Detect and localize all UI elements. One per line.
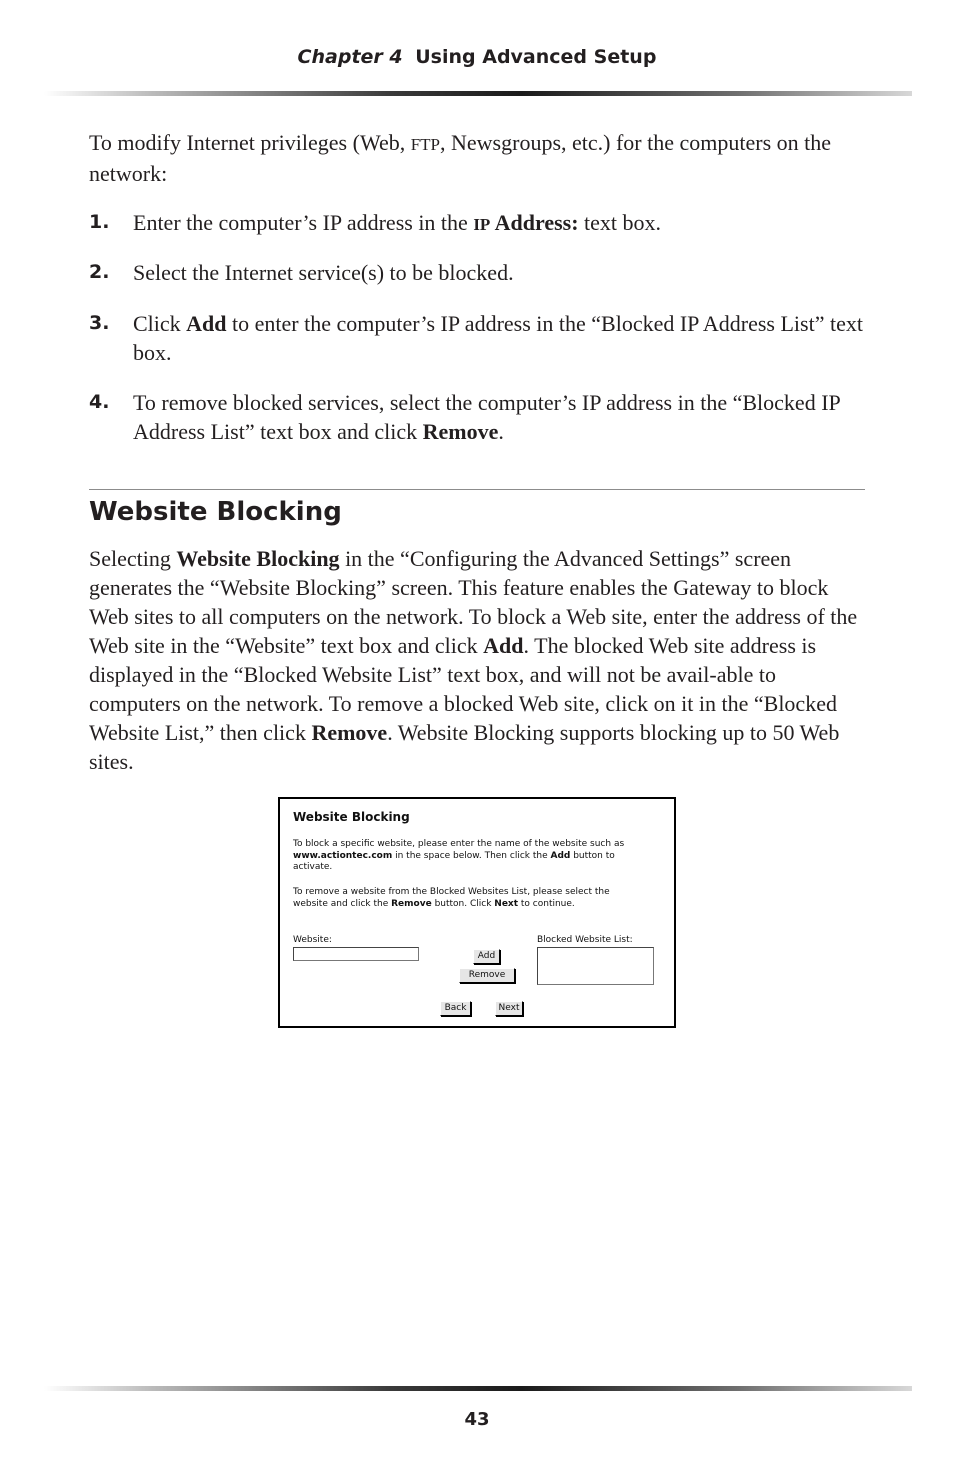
para-bold: Website Blocking <box>176 546 340 571</box>
para-text: . Website Blocking supports blocking up to 50 Web sites. <box>89 720 840 774</box>
step-text-part: To remove blocked services, select the computer’s IP address in the “Blocked IP Address List” text box and click <box>133 390 840 444</box>
section-paragraph <box>89 544 864 776</box>
figure-bold: Add <box>550 851 571 861</box>
page-number: 43 <box>464 1409 490 1430</box>
step-text-part: to enter the computer’s IP address in the “Blocked IP Address List” text box. <box>133 311 863 365</box>
step-bold-term: Address: <box>490 210 579 235</box>
header-rule <box>44 91 912 96</box>
figure-bold: Next <box>494 899 519 909</box>
website-blocking-screenshot <box>278 797 676 1028</box>
para-text: Selecting <box>89 546 177 571</box>
para-bold: Add <box>483 633 524 658</box>
figure-instruction-line: To remove a website from the Blocked Websites List, please select the <box>293 887 610 897</box>
figure-text: button to <box>570 851 615 861</box>
step-bold-term: Remove <box>422 419 499 444</box>
intro-paragraph <box>89 128 864 188</box>
intro-text-2: , Newsgroups, etc.) for the computers on the network: <box>89 130 832 186</box>
figure-text: in the space below. Then click the <box>392 851 551 861</box>
figure-instruction-line: To block a specific website, please enter the name of the website such as <box>293 839 625 849</box>
back-button[interactable]: Back <box>440 1001 471 1016</box>
figure-text: website and click the <box>293 899 392 909</box>
next-button[interactable]: Next <box>495 1001 523 1016</box>
step-text <box>133 208 868 239</box>
step-text-part: text box. <box>578 210 662 235</box>
step-text <box>133 309 868 367</box>
step-number: 1. <box>89 211 110 233</box>
figure-instruction-line: activate. <box>293 862 333 872</box>
step-text-part: . <box>498 419 504 444</box>
section-heading: Website Blocking <box>89 497 342 527</box>
para-bold: Remove <box>311 720 388 745</box>
figure-text: to continue. <box>518 899 575 909</box>
remove-button[interactable]: Remove <box>459 968 515 983</box>
figure-example-url: www.actiontec.com <box>293 851 393 861</box>
chapter-title: Using Advanced Setup <box>415 46 657 68</box>
para-text: . The blocked Web site address is displayed in the “Blocked Website List” text box, and will not be avail-able to computers on the network. To remove a blocked Web site, click on it in the “Blocked Website List,” then click <box>89 633 837 745</box>
add-button[interactable]: Add <box>473 949 500 964</box>
step-text-part: Click <box>133 311 187 336</box>
figure-instruction-line <box>293 899 575 910</box>
figure-text: button. Click <box>431 899 495 909</box>
step-number: 2. <box>89 261 110 283</box>
step-bold-term: Add <box>186 311 227 336</box>
step-text: Select the Internet service(s) to be blocked. <box>133 260 514 285</box>
website-label: Website: <box>293 935 332 945</box>
figure-title: Website Blocking <box>293 810 410 824</box>
blocked-website-list[interactable] <box>537 947 654 985</box>
intro-text-1: To modify Internet privileges (Web, <box>89 130 411 155</box>
step-ip-term: IP <box>473 215 491 234</box>
website-input[interactable] <box>293 947 419 961</box>
intro-ftp: FTP <box>410 135 441 154</box>
step-text <box>133 388 868 446</box>
step-text-part: Enter the computer’s IP address in the <box>133 210 474 235</box>
figure-instruction-line <box>293 851 615 862</box>
step-number: 3. <box>89 312 110 334</box>
step-number: 4. <box>89 391 110 413</box>
chapter-label: Chapter 4 <box>297 46 403 68</box>
blocked-list-label: Blocked Website List: <box>537 935 633 945</box>
footer-rule <box>44 1386 912 1391</box>
para-text: in the “Configuring the Advanced Settings” screen generates the “Website Blocking” screen. This feature enables the Gateway to block Web sites to all computers on the network. To block a Web site, enter the address of the Web site in the “Website” text box and click <box>89 546 858 658</box>
running-header <box>0 46 954 68</box>
section-divider <box>89 489 865 490</box>
figure-bold: Remove <box>391 899 432 909</box>
